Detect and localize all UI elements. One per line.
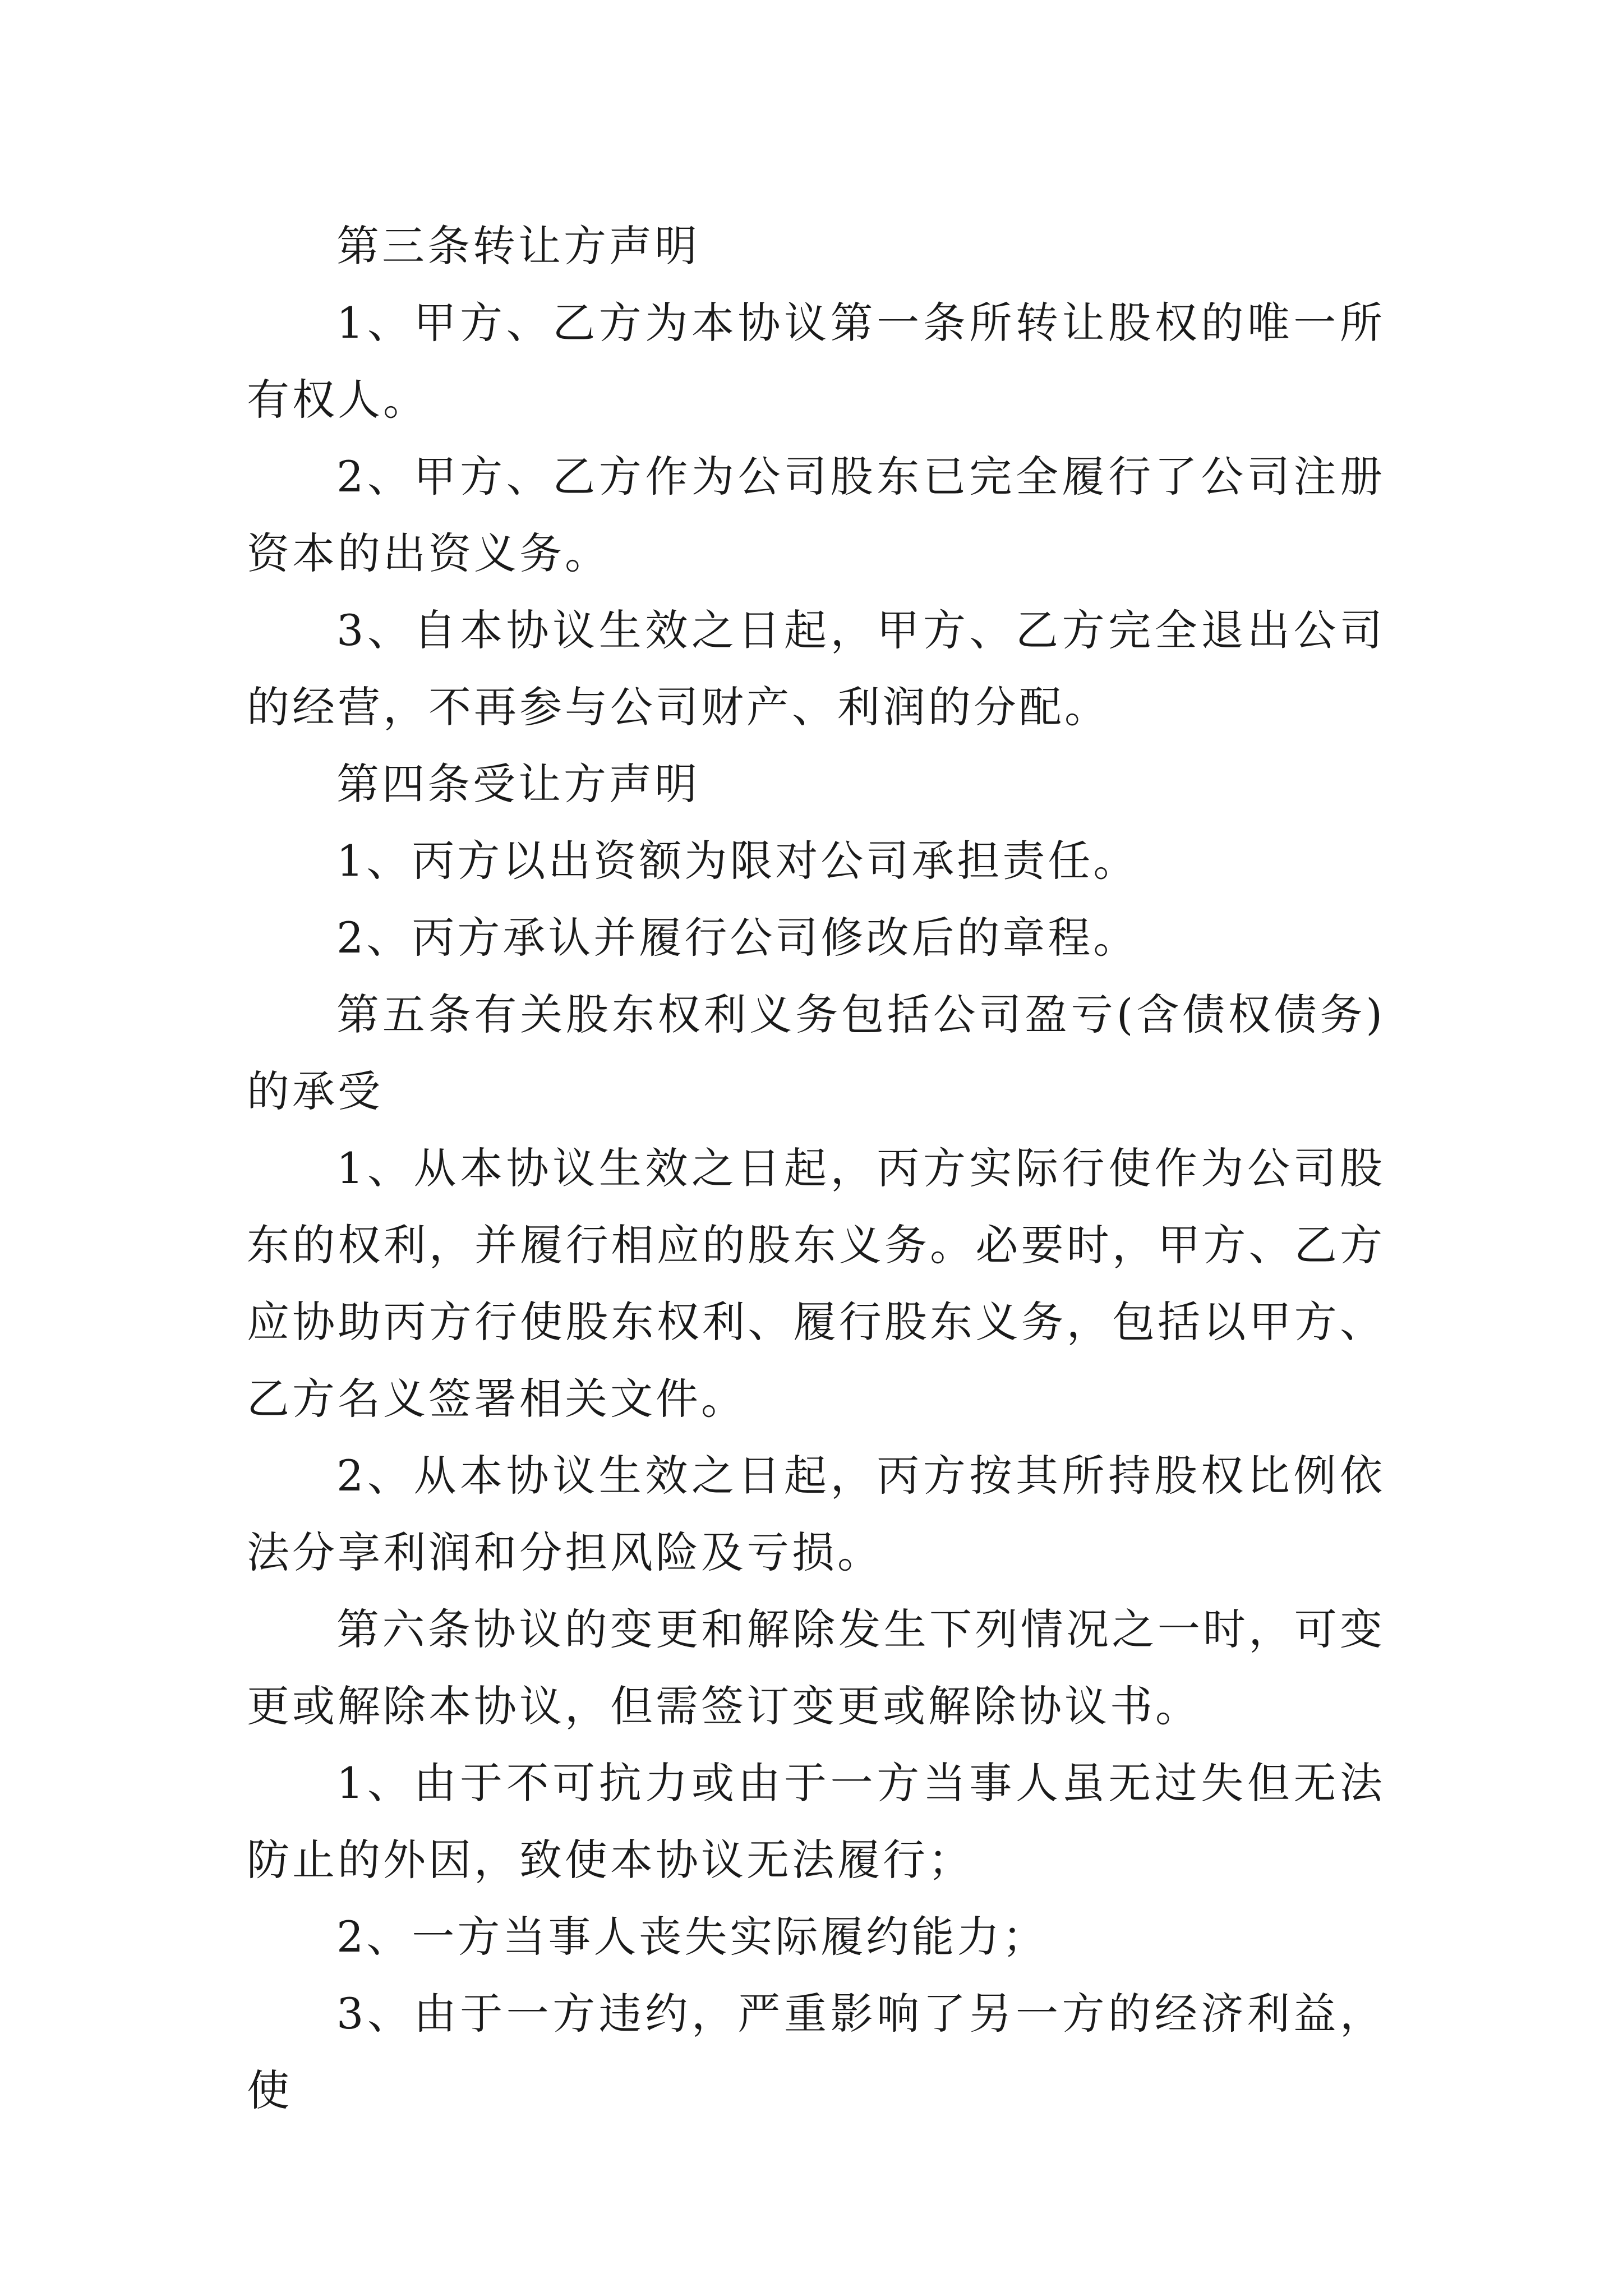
paragraph-3-1: 1、甲方、乙方为本协议第一条所转让股权的唯一所有权人。 <box>247 298 1385 425</box>
document-body <box>247 208 1385 2129</box>
paragraph-3-2: 2、甲方、乙方作为公司股东已完全履行了公司注册资本的出资义务。 <box>247 452 1385 578</box>
heading-article-4: 第四条受让方声明 <box>336 759 700 809</box>
paragraph-4-1: 1、丙方以出资额为限对公司承担责任。 <box>336 836 1139 886</box>
paragraph-6-1: 1、由于不可抗力或由于一方当事人虽无过失但无法防止的外因，致使本协议无法履行； <box>247 1758 1385 1885</box>
heading-article-5: 第五条有关股东权利义务包括公司盈亏(含债权债务)的承受 <box>247 990 1385 1116</box>
paragraph-5-2: 2、从本协议生效之日起，丙方按其所持股权比例依法分享利润和分担风险及亏损。 <box>247 1451 1385 1577</box>
paragraph-6-2: 2、一方当事人丧失实际履约能力； <box>336 1912 1048 1962</box>
paragraph-5-1: 1、从本协议生效之日起，丙方实际行使作为公司股东的权利，并履行相应的股东义务。必要时，甲方、乙方应协助丙方行使股东权利、履行股东义务，包括以甲方、乙方名义签署相关文件。 <box>247 1143 1385 1424</box>
heading-article-3: 第三条转让方声明 <box>336 221 700 271</box>
heading-article-6: 第六条协议的变更和解除发生下列情况之一时，可变更或解除本协议，但需签订变更或解除协议书。 <box>247 1604 1385 1731</box>
paragraph-4-2: 2、丙方承认并履行公司修改后的章程。 <box>336 913 1139 963</box>
paragraph-3-3: 3、自本协议生效之日起，甲方、乙方完全退出公司的经营，不再参与公司财产、利润的分配。 <box>247 605 1385 732</box>
paragraph-6-3: 3、由于一方违约，严重影响了另一方的经济利益，使 <box>247 1989 1385 2115</box>
